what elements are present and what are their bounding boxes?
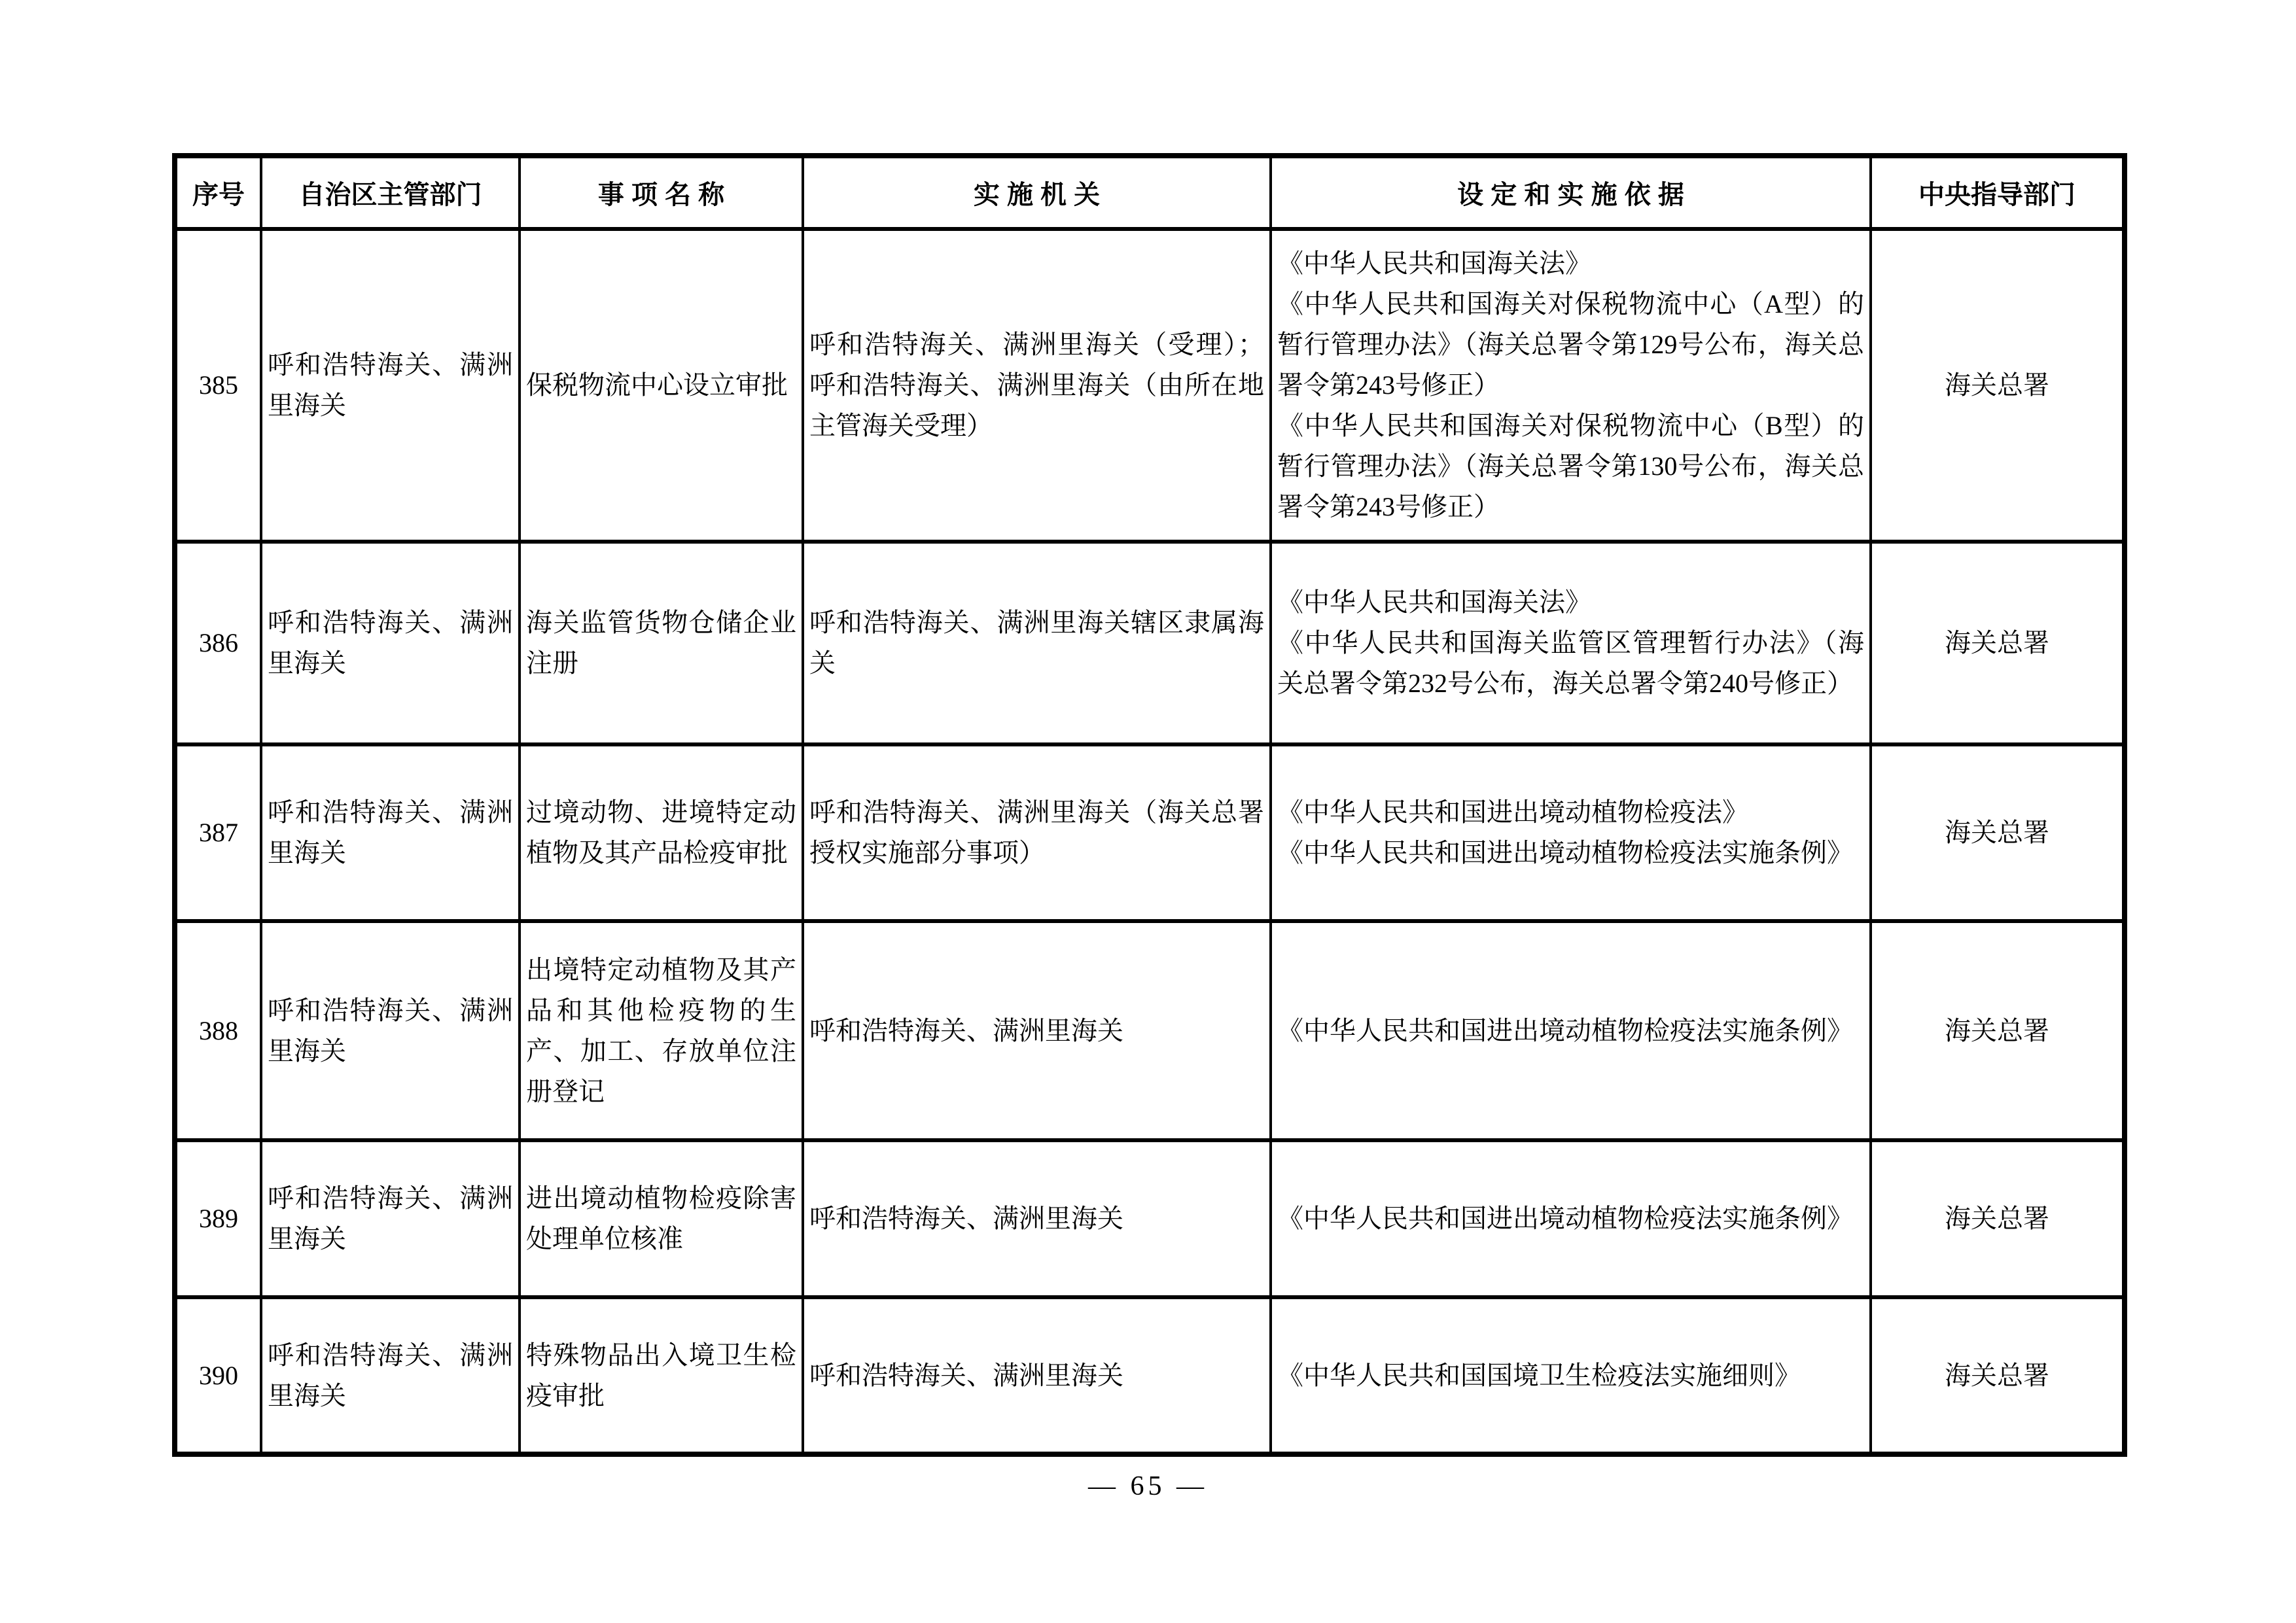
table-row xyxy=(175,921,2125,1140)
department-cell: 呼和浩特海关、满洲里海关 xyxy=(261,229,520,542)
basis-paragraph: 《中华人民共和国进出境动植物检疫法》 xyxy=(1277,797,1748,827)
central-department-cell: 海关总署 xyxy=(1871,744,2125,921)
legal-basis-cell xyxy=(1271,542,1871,744)
basis-paragraph: 《中华人民共和国进出境动植物检疫法实施条例》 xyxy=(1277,1204,1853,1233)
basis-paragraph: 《中华人民共和国海关法》 xyxy=(1277,249,1591,278)
row-number-cell: 385 xyxy=(175,229,261,542)
header-serial-number: 序号 xyxy=(175,156,261,229)
header-region-department: 自治区主管部门 xyxy=(261,156,520,229)
central-department-cell: 海关总署 xyxy=(1871,229,2125,542)
row-number-cell: 390 xyxy=(175,1297,261,1454)
table-row xyxy=(175,1297,2125,1454)
header-implementing-agency: 实 施 机 关 xyxy=(803,156,1271,229)
table-row xyxy=(175,744,2125,921)
item-name-cell: 海关监管货物仓储企业注册 xyxy=(520,542,803,744)
row-number-cell: 387 xyxy=(175,744,261,921)
agency-cell: 呼和浩特海关、满洲里海关 xyxy=(803,921,1271,1140)
basis-paragraph: 《中华人民共和国海关监管区管理暂行办法》（海关总署令第232号公布，海关总署令第240号修正） xyxy=(1277,628,1864,698)
row-number-cell: 388 xyxy=(175,921,261,1140)
row-number-cell: 386 xyxy=(175,542,261,744)
item-name-cell: 特殊物品出入境卫生检疫审批 xyxy=(520,1297,803,1454)
administrative-items-table xyxy=(172,153,2127,1457)
department-cell: 呼和浩特海关、满洲里海关 xyxy=(261,1297,520,1454)
item-name-cell: 保税物流中心设立审批 xyxy=(520,229,803,542)
agency-cell: 呼和浩特海关、满洲里海关辖区隶属海关 xyxy=(803,542,1271,744)
table-body xyxy=(175,229,2125,1454)
agency-cell: 呼和浩特海关、满洲里海关 xyxy=(803,1140,1271,1297)
basis-paragraph: 《中华人民共和国海关对保税物流中心（A型）的暂行管理办法》（海关总署令第129号公布，海关总署令第243号修正） xyxy=(1277,289,1864,400)
department-cell: 呼和浩特海关、满洲里海关 xyxy=(261,542,520,744)
header-central-guiding-department: 中央指导部门 xyxy=(1871,156,2125,229)
department-cell: 呼和浩特海关、满洲里海关 xyxy=(261,744,520,921)
item-name-cell: 出境特定动植物及其产品和其他检疫物的生产、加工、存放单位注册登记 xyxy=(520,921,803,1140)
basis-paragraph: 《中华人民共和国国境卫生检疫法实施细则》 xyxy=(1277,1360,1801,1390)
item-name-cell: 过境动物、进境特定动植物及其产品检疫审批 xyxy=(520,744,803,921)
agency-cell: 呼和浩特海关、满洲里海关（海关总署授权实施部分事项） xyxy=(803,744,1271,921)
central-department-cell: 海关总署 xyxy=(1871,542,2125,744)
table-row xyxy=(175,229,2125,542)
row-number-cell: 389 xyxy=(175,1140,261,1297)
basis-paragraph: 《中华人民共和国进出境动植物检疫法实施条例》 xyxy=(1277,1015,1853,1045)
page-number: — 65 — xyxy=(1088,1471,1208,1501)
legal-basis-cell xyxy=(1271,744,1871,921)
central-department-cell: 海关总署 xyxy=(1871,1297,2125,1454)
department-cell: 呼和浩特海关、满洲里海关 xyxy=(261,1140,520,1297)
basis-paragraph: 《中华人民共和国海关法》 xyxy=(1277,587,1591,617)
basis-paragraph: 《中华人民共和国海关对保税物流中心（B型）的暂行管理办法》（海关总署令第130号公布，海关总署令第243号修正） xyxy=(1277,411,1864,521)
table-row xyxy=(175,1140,2125,1297)
central-department-cell: 海关总署 xyxy=(1871,921,2125,1140)
legal-basis-cell xyxy=(1271,1297,1871,1454)
agency-cell: 呼和浩特海关、满洲里海关 xyxy=(803,1297,1271,1454)
central-department-cell: 海关总署 xyxy=(1871,1140,2125,1297)
agency-cell: 呼和浩特海关、满洲里海关（受理）；呼和浩特海关、满洲里海关（由所在地主管海关受理） xyxy=(803,229,1271,542)
header-legal-basis: 设 定 和 实 施 依 据 xyxy=(1271,156,1871,229)
legal-basis-cell xyxy=(1271,1140,1871,1297)
header-row xyxy=(175,156,2125,229)
basis-paragraph: 《中华人民共和国进出境动植物检疫法实施条例》 xyxy=(1277,838,1853,867)
legal-basis-cell xyxy=(1271,229,1871,542)
table-row xyxy=(175,542,2125,744)
table-header xyxy=(175,156,2125,229)
item-name-cell: 进出境动植物检疫除害处理单位核准 xyxy=(520,1140,803,1297)
header-item-name: 事 项 名 称 xyxy=(520,156,803,229)
legal-basis-cell xyxy=(1271,921,1871,1140)
department-cell: 呼和浩特海关、满洲里海关 xyxy=(261,921,520,1140)
